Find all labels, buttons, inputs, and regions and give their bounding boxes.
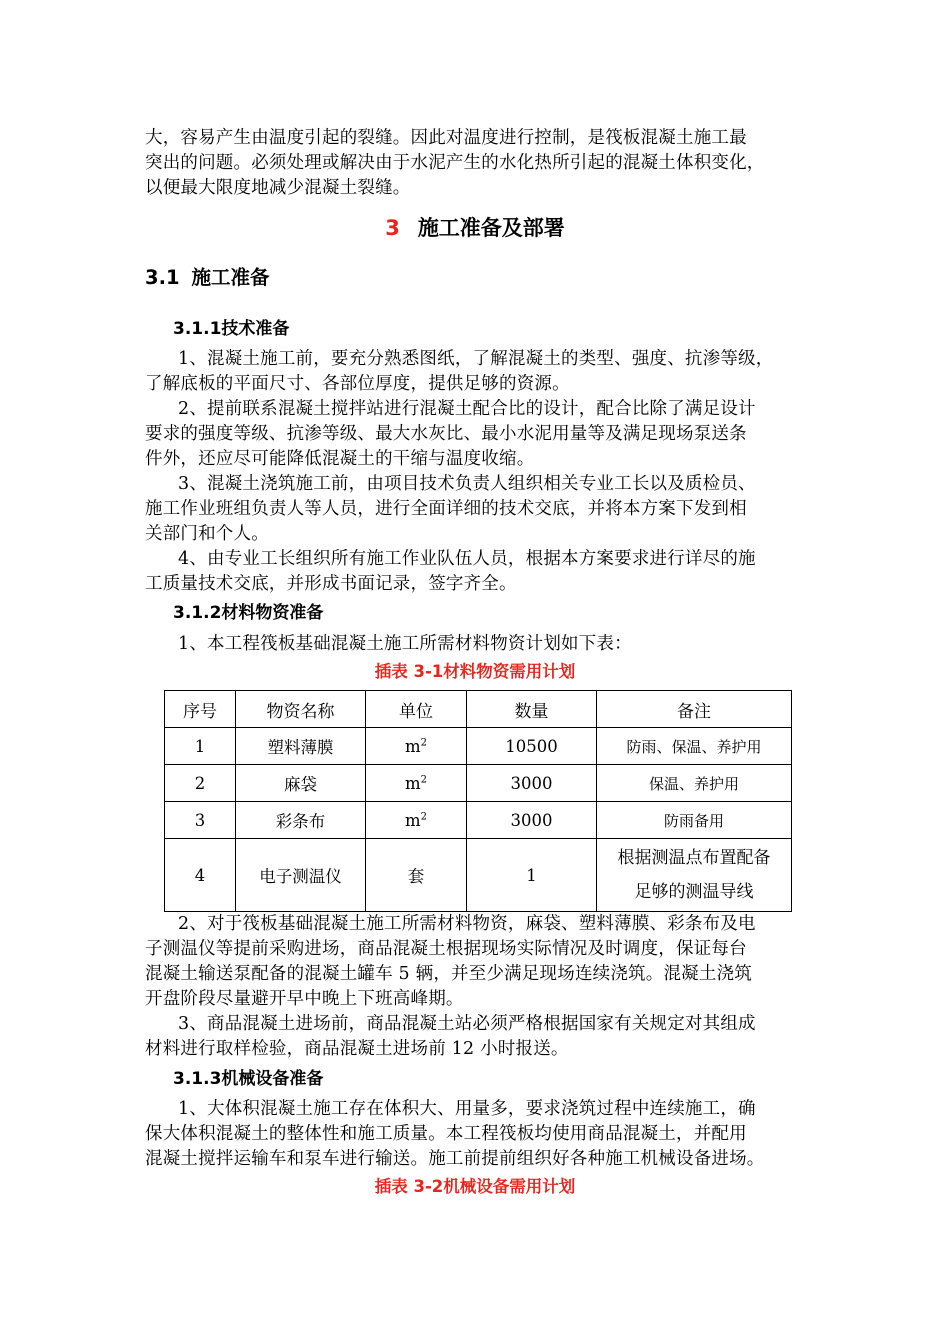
- cell-no: 4: [165, 839, 236, 912]
- table-row: [165, 802, 792, 839]
- subsection-heading-tech: 3.1.1技术准备: [173, 319, 290, 339]
- material-after-line: 2、对于筏板基础混凝土施工所需材料物资，麻袋、塑料薄膜、彩条布及电: [178, 914, 756, 934]
- cell-qty: 1: [467, 839, 597, 912]
- tech-line: 关部门和个人。: [145, 524, 269, 544]
- section-title: 施工准备: [191, 266, 270, 289]
- chapter-title: 施工准备及部署: [417, 216, 565, 240]
- tech-line: 1、混凝土施工前，要充分熟悉图纸，了解混凝土的类型、强度、抗渗等级，: [178, 349, 774, 369]
- cell-note: 保温、养护用: [597, 765, 792, 802]
- table-caption-1: 插表 3-1材料物资需用计划: [374, 662, 576, 681]
- cell-note: 根据测温点布置配备 足够的测温导线: [597, 839, 792, 912]
- cell-name: 彩条布: [236, 802, 366, 839]
- cell-name: 麻袋: [236, 765, 366, 802]
- equipment-line: 1、大体积混凝土施工存在体积大、用量多，要求浇筑过程中连续施工，确: [178, 1099, 756, 1119]
- equipment-line: 保大体积混凝土的整体性和施工质量。本工程筏板均使用商品混凝土，并配用: [145, 1124, 747, 1144]
- cell-qty: 3000: [467, 765, 597, 802]
- col-header-note: 备注: [597, 691, 792, 728]
- equipment-line: 混凝土搅拌运输车和泵车进行输送。施工前提前组织好各种施工机械设备进场。: [145, 1149, 765, 1169]
- material-after-line: 开盘阶段尽量避开早中晚上下班高峰期。: [145, 989, 464, 1009]
- col-header-no: 序号: [165, 691, 236, 728]
- cell-name: 电子测温仪: [236, 839, 366, 912]
- tech-line: 4、由专业工长组织所有施工作业队伍人员，根据本方案要求进行详尽的施: [178, 549, 756, 569]
- tech-line: 工质量技术交底，并形成书面记录，签字齐全。: [145, 574, 517, 594]
- cell-qty: 3000: [467, 802, 597, 839]
- cell-unit: $m^2$: [366, 802, 467, 839]
- cell-unit: $m^2$: [366, 728, 467, 765]
- table-row: [165, 839, 792, 912]
- col-header-unit: 单位: [366, 691, 467, 728]
- cell-no: 2: [165, 765, 236, 802]
- cell-unit: $m^2$: [366, 765, 467, 802]
- tech-line: 了解底板的平面尺寸、各部位厚度，提供足够的资源。: [145, 374, 570, 394]
- cell-name: 塑料薄膜: [236, 728, 366, 765]
- section-number: 3.1: [145, 266, 180, 289]
- cell-no: 1: [165, 728, 236, 765]
- material-after-line: 材料进行取样检验，商品混凝土进场前 12 小时报送。: [145, 1039, 569, 1059]
- material-intro: 1、本工程筏板基础混凝土施工所需材料物资计划如下表：: [178, 634, 632, 654]
- material-after-line: 3、商品混凝土进场前，商品混凝土站必须严格根据国家有关规定对其组成: [178, 1014, 756, 1034]
- chapter-heading: [0, 212, 950, 242]
- cell-note: 防雨、保温、养护用: [597, 728, 792, 765]
- cell-unit: 套: [366, 839, 467, 912]
- tech-line: 3、混凝土浇筑施工前，由项目技术负责人组织相关专业工长以及质检员、: [178, 474, 756, 494]
- col-header-qty: 数量: [467, 691, 597, 728]
- intro-line-1: 大，容易产生由温度引起的裂缝。因此对温度进行控制，是筏板混凝土施工最: [145, 128, 747, 148]
- table-caption-2: 插表 3-2机械设备需用计划: [374, 1177, 576, 1196]
- section-heading: [145, 262, 270, 290]
- intro-line-2: 突出的问题。必须处理或解决由于水泥产生的水化热所引起的混凝土体积变化，: [145, 153, 765, 173]
- cell-no: 3: [165, 802, 236, 839]
- table-header-row: [165, 691, 792, 728]
- material-after-line: 混凝土输送泵配备的混凝土罐车 5 辆，并至少满足现场连续浇筑。混凝土浇筑: [145, 964, 752, 984]
- intro-line-3: 以便最大限度地减少混凝土裂缝。: [145, 178, 411, 198]
- table-row: [165, 728, 792, 765]
- material-after-line: 子测温仪等提前采购进场，商品混凝土根据现场实际情况及时调度，保证每台: [145, 939, 747, 959]
- tech-line: 要求的强度等级、抗渗等级、最大水灰比、最小水泥用量等及满足现场泵送条: [145, 424, 747, 444]
- cell-note: 防雨备用: [597, 802, 792, 839]
- tech-line: 2、提前联系混凝土搅拌站进行混凝土配合比的设计，配合比除了满足设计: [178, 399, 756, 419]
- table-row: [165, 765, 792, 802]
- chapter-number: 3: [385, 216, 400, 240]
- col-header-name: 物资名称: [236, 691, 366, 728]
- materials-table: [164, 690, 792, 912]
- cell-qty: 10500: [467, 728, 597, 765]
- subsection-heading-material: 3.1.2材料物资准备: [173, 603, 324, 623]
- subsection-heading-equipment: 3.1.3机械设备准备: [173, 1069, 324, 1089]
- tech-line: 施工作业班组负责人等人员，进行全面详细的技术交底，并将本方案下发到相: [145, 499, 747, 519]
- tech-line: 件外，还应尽可能降低混凝土的干缩与温度收缩。: [145, 449, 535, 469]
